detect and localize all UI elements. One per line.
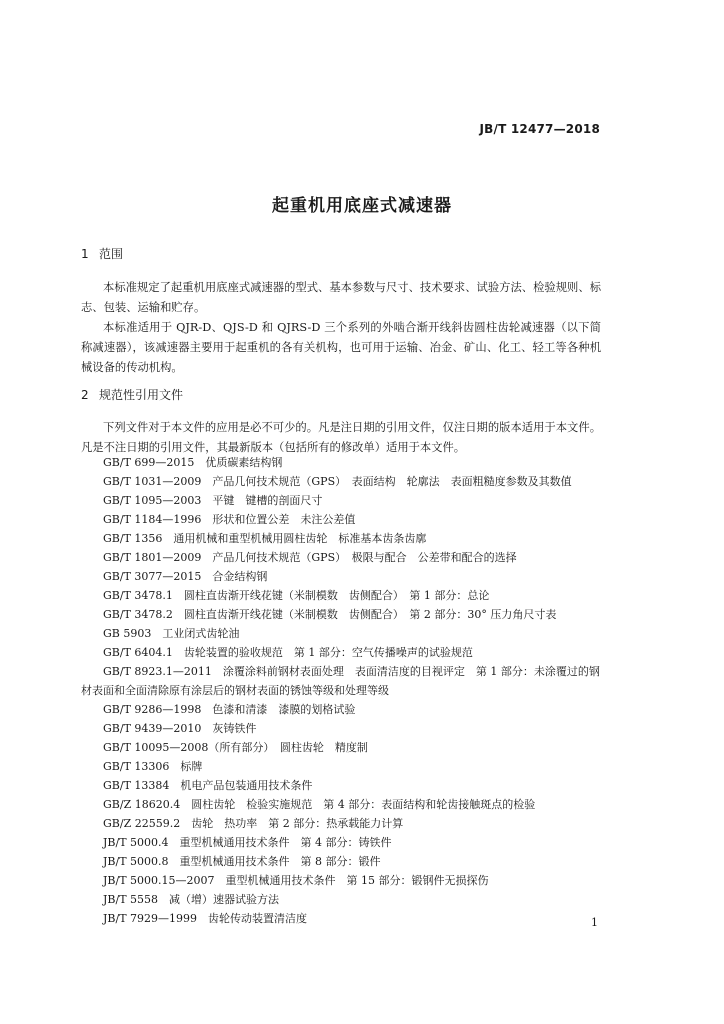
reference-item: GB/T 10095—2008（所有部分） 圆柱齿轮 精度制	[103, 741, 368, 754]
standard-code: JB/T 12477—2018	[479, 122, 600, 136]
reference-item: GB/T 3478.1 圆柱直齿渐开线花键（米制模数 齿侧配合） 第 1 部分：总论	[103, 589, 490, 602]
section-1-heading	[81, 245, 123, 262]
reference-item: GB/Z 18620.4 圆柱齿轮 检验实施规范 第 4 部分：表面结构和轮齿接触斑点的检验	[103, 798, 536, 811]
reference-item: GB/T 13306 标牌	[103, 760, 203, 773]
section-number: 1	[81, 247, 89, 261]
reference-item: GB/T 699—2015 优质碳素结构钢	[103, 456, 283, 469]
reference-item: GB/T 9286—1998 色漆和清漆 漆膜的划格试验	[103, 703, 356, 716]
reference-item: GB/Z 22559.2 齿轮 热功率 第 2 部分：热承载能力计算	[103, 817, 404, 830]
reference-item: JB/T 5000.8 重型机械通用技术条件 第 8 部分：锻件	[103, 855, 381, 868]
section-1-paragraph-1: 本标准规定了起重机用底座式减速器的型式、基本参数与尺寸、技术要求、试验方法、检验规则、标志、包装、运输和贮存。	[81, 281, 601, 314]
document-title: 起重机用底座式减速器	[272, 196, 452, 216]
normative-references-list	[81, 453, 601, 928]
reference-item: GB/T 1031—2009 产品几何技术规范（GPS） 表面结构 轮廓法 表面粗糙度参数及其数值	[103, 475, 572, 488]
section-number: 2	[81, 388, 89, 402]
reference-item: GB/T 3077—2015 合金结构钢	[103, 570, 268, 583]
reference-item: GB/T 13384 机电产品包装通用技术条件	[103, 779, 313, 792]
section-2-paragraph-1: 下列文件对于本文件的应用是必不可少的。凡是注日期的引用文件，仅注日期的版本适用于本文件。凡是不注日期的引用文件，其最新版本（包括所有的修改单）适用于本文件。	[81, 421, 601, 454]
reference-item: GB 5903 工业闭式齿轮油	[103, 627, 240, 640]
reference-item: JB/T 5000.15—2007 重型机械通用技术条件 第 15 部分：锻钢件无损探伤	[103, 874, 489, 887]
reference-item: GB/T 1095—2003 平键 键槽的剖面尺寸	[103, 494, 323, 507]
reference-text: GB/T 8923.1—2011 涂覆涂料前钢材表面处理 表面清洁度的目视评定 第 1 部分：未涂覆过的钢材表面和全面清除原有涂层后的钢材表面的锈蚀等级和处理等级	[81, 665, 600, 697]
reference-item: GB/T 1356 通用机械和重型机械用圆柱齿轮 标准基本齿条齿廓	[103, 532, 427, 545]
reference-item: GB/T 9439—2010 灰铸铁件	[103, 722, 257, 735]
section-2-heading	[81, 386, 183, 403]
reference-item: GB/T 6404.1 齿轮装置的验收规范 第 1 部分：空气传播噪声的试验规范	[103, 646, 473, 659]
reference-item: GB/T 1184—1996 形状和位置公差 未注公差值	[103, 513, 356, 526]
reference-item: JB/T 5000.4 重型机械通用技术条件 第 4 部分：铸铁件	[103, 836, 392, 849]
section-title: 规范性引用文件	[99, 388, 184, 402]
section-title: 范围	[99, 247, 124, 261]
reference-item: GB/T 1801—2009 产品几何技术规范（GPS） 极限与配合 公差带和配合的选择	[103, 551, 517, 564]
reference-item: GB/T 3478.2 圆柱直齿渐开线花键（米制模数 齿侧配合） 第 2 部分：30° 压力角尺寸表	[103, 608, 557, 621]
reference-item: JB/T 7929—1999 齿轮传动装置清洁度	[103, 912, 308, 925]
section-1-paragraph-2: 本标准适用于 QJR-D、QJS-D 和 QJRS-D 三个系列的外啮合渐开线斜齿圆柱齿轮减速器（以下简称减速器），该减速器主要用于起重机的各有关机构，也可用于运输、冶金、矿山、化工、轻工等各种机械设备的传动机构。	[81, 321, 601, 374]
page-number: 1	[591, 916, 598, 929]
reference-item-wrapped	[81, 662, 601, 700]
reference-item: JB/T 5558 减（增）速器试验方法	[103, 893, 280, 906]
